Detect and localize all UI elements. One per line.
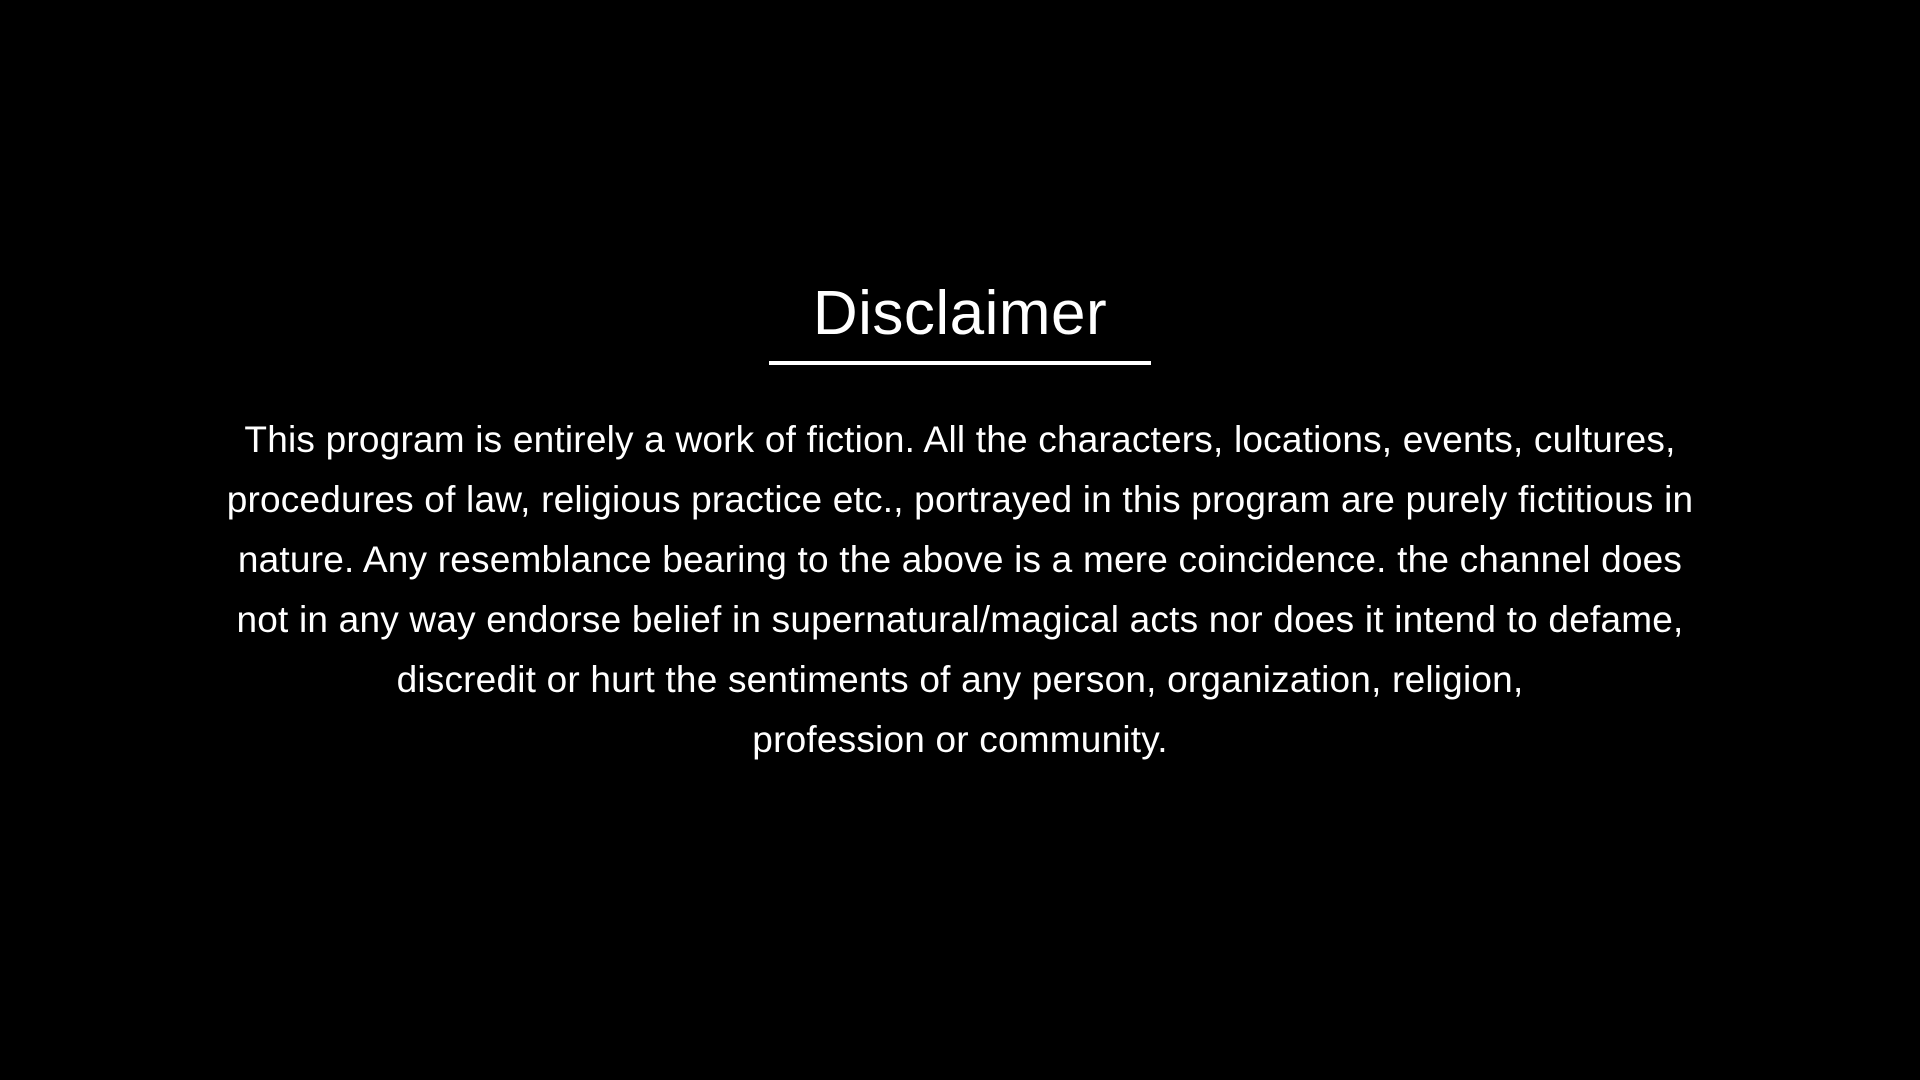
disclaimer-line-2: procedures of law, religious practice etc., portrayed in this program are purely fictitious in [226, 479, 1694, 520]
title-underline [769, 361, 1151, 365]
disclaimer-line-3: nature. Any resemblance bearing to the above is a mere coincidence. the channel does [237, 539, 1683, 580]
disclaimer-line-4: not in any way endorse belief in supernatural/magical acts nor does it intend to defame, [236, 599, 1684, 640]
page-title: Disclaimer [812, 279, 1108, 348]
disclaimer-line-1: This program is entirely a work of fiction. All the characters, locations, events, cultures, [244, 419, 1676, 460]
disclaimer-line-5: discredit or hurt the sentiments of any person, organization, religion, [396, 659, 1524, 700]
disclaimer-line-6: profession or community. [752, 719, 1168, 760]
disclaimer-body [100, 410, 1820, 770]
